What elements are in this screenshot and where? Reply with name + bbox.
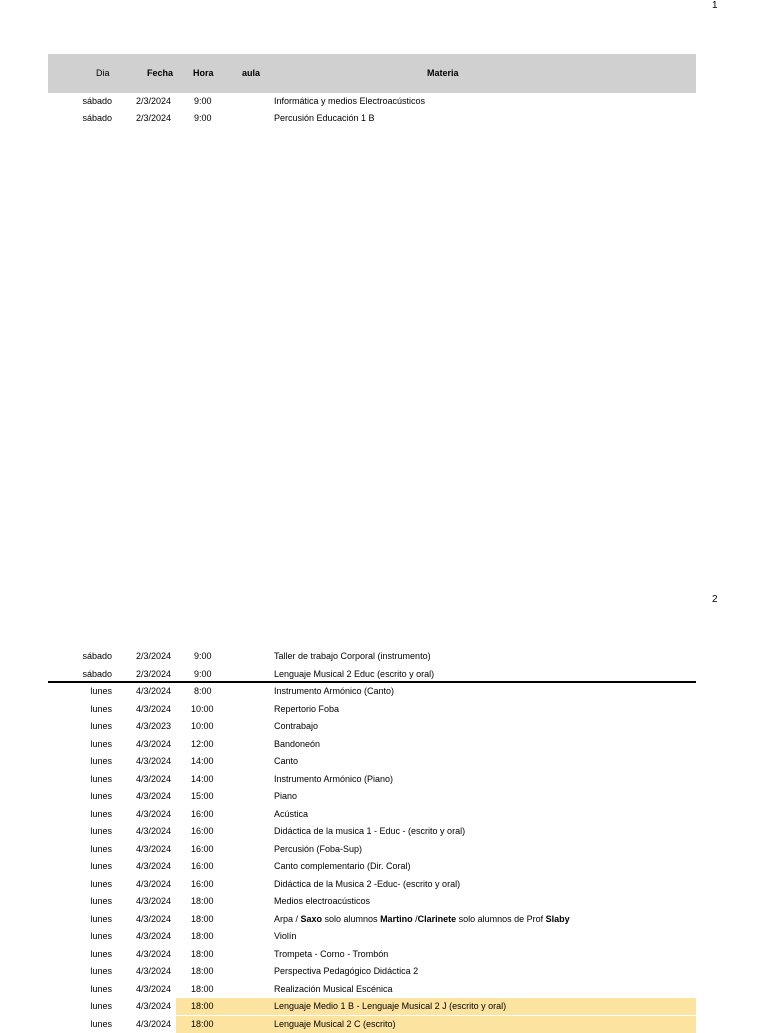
cell-dia: lunes <box>90 738 112 749</box>
cell-dia: sábado <box>82 651 112 661</box>
table-row <box>0 946 768 963</box>
table-row <box>0 806 768 823</box>
table-row <box>0 981 768 998</box>
cell-dia: lunes <box>90 1001 112 1011</box>
cell-materia: Percusión Educación 1 B <box>274 113 375 123</box>
cell-dia: lunes <box>90 826 112 836</box>
cell-materia: Didáctica de la Musica 2 -Educ- (escrito y oral) <box>274 878 461 889</box>
table-row <box>0 841 768 858</box>
header-hora: Hora <box>193 68 214 78</box>
cell-hora: 18:00 <box>191 1018 214 1029</box>
table-row <box>0 858 768 875</box>
cell-materia: Trompeta - Corno - Trombón <box>274 948 389 959</box>
cell-fecha: 4/3/2024 <box>136 948 172 959</box>
cell-materia: Lenguaje Musical 2 C (escrito) <box>274 1018 396 1029</box>
table-row <box>0 666 768 683</box>
cell-hora: 18:00 <box>191 931 214 941</box>
cell-hora: 10:00 <box>191 703 214 714</box>
header-dia: Dia <box>96 68 110 78</box>
cell-dia: lunes <box>90 1018 112 1029</box>
cell-hora: 12:00 <box>191 738 214 749</box>
cell-fecha: 4/3/2024 <box>136 913 172 924</box>
cell-fecha: 4/3/2024 <box>136 791 172 801</box>
cell-materia: Canto <box>274 756 299 766</box>
materia-fragment: solo alumnos <box>322 913 381 924</box>
table-row <box>0 110 768 127</box>
cell-materia: Instrumento Armónico (Canto) <box>274 686 395 696</box>
cell-hora: 18:00 <box>191 948 214 959</box>
cell-materia: Medios electroacústicos <box>274 896 371 906</box>
cell-materia: Violín <box>274 931 297 941</box>
cell-materia: Canto complementario (Dir. Coral) <box>274 861 411 871</box>
cell-hora: 16:00 <box>191 808 214 819</box>
cell-hora: 18:00 <box>191 966 214 976</box>
table-row <box>0 648 768 665</box>
table-row <box>0 1016 768 1033</box>
cell-fecha: 2/3/2024 <box>136 113 172 123</box>
cell-materia <box>274 914 570 924</box>
cell-fecha: 4/3/2024 <box>136 1018 172 1029</box>
materia-fragment: Clarinete <box>417 913 457 924</box>
cell-materia: Perspectiva Pedagógico Didáctica 2 <box>274 966 419 976</box>
cell-fecha: 4/3/2024 <box>136 966 172 976</box>
table-header-band <box>48 54 696 93</box>
cell-materia: Didáctica de la musica 1 - Educ - (escrito y oral) <box>274 826 466 836</box>
cell-dia: sábado <box>82 113 112 123</box>
cell-dia: lunes <box>90 983 112 994</box>
materia-fragment: / <box>412 913 418 924</box>
cell-dia: lunes <box>90 966 112 976</box>
cell-fecha: 4/3/2024 <box>136 861 172 871</box>
cell-dia: sábado <box>82 96 112 106</box>
cell-fecha: 4/3/2024 <box>136 826 172 836</box>
cell-dia: lunes <box>90 861 112 871</box>
page-number-2: 2 <box>712 594 718 605</box>
cell-hora: 18:00 <box>191 1001 214 1011</box>
materia-fragment: Saxo <box>300 913 323 924</box>
table-row <box>0 753 768 770</box>
cell-hora: 10:00 <box>191 721 214 731</box>
materia-fragment: Slaby <box>545 913 570 924</box>
cell-fecha: 2/3/2024 <box>136 96 172 106</box>
table-row <box>0 963 768 980</box>
cell-dia: lunes <box>90 878 112 889</box>
cell-materia: Informática y medios Electroacústicos <box>274 96 426 106</box>
cell-materia: Percusión (Foba-Sup) <box>274 843 363 854</box>
cell-fecha: 4/3/2024 <box>136 808 172 819</box>
cell-fecha: 4/3/2024 <box>136 738 172 749</box>
cell-materia: Lenguaje Medio 1 B - Lenguaje Musical 2 J (escrito y oral) <box>274 1001 507 1011</box>
cell-materia: Lenguaje Musical 2 Educ (escrito y oral) <box>274 668 435 679</box>
cell-fecha: 2/3/2024 <box>136 651 172 661</box>
table-row <box>0 701 768 718</box>
header-materia: Materia <box>427 68 459 78</box>
header-fecha: Fecha <box>147 68 174 78</box>
cell-dia: lunes <box>90 791 112 801</box>
cell-dia: lunes <box>90 703 112 714</box>
cell-dia: lunes <box>90 808 112 819</box>
table-row <box>0 93 768 110</box>
cell-dia: lunes <box>90 686 112 696</box>
cell-materia: Bandoneón <box>274 738 321 749</box>
cell-materia: Instrumento Armónico (Piano) <box>274 773 394 784</box>
cell-hora: 16:00 <box>191 826 214 836</box>
cell-materia: Realización Musical Escénica <box>274 983 393 994</box>
cell-dia: lunes <box>90 721 112 731</box>
cell-hora: 16:00 <box>191 843 214 854</box>
cell-materia: Taller de trabajo Corporal (instrumento) <box>274 651 431 661</box>
cell-hora: 18:00 <box>191 896 214 906</box>
table-row <box>0 736 768 753</box>
cell-fecha: 4/3/2024 <box>136 703 172 714</box>
cell-fecha: 4/3/2024 <box>136 686 172 696</box>
cell-fecha: 2/3/2024 <box>136 668 172 679</box>
cell-hora: 14:00 <box>191 756 214 766</box>
table-row <box>0 683 768 700</box>
table-row <box>0 911 768 928</box>
cell-hora: 9:00 <box>194 668 212 679</box>
materia-fragment: Martino <box>380 913 413 924</box>
page-number-1: 1 <box>712 0 718 11</box>
table-row <box>0 928 768 945</box>
cell-hora: 16:00 <box>191 878 214 889</box>
cell-materia: Repertorio Foba <box>274 703 340 714</box>
cell-dia: lunes <box>90 773 112 784</box>
cell-hora: 18:00 <box>191 913 214 924</box>
cell-hora: 8:00 <box>194 686 212 696</box>
cell-fecha: 4/3/2024 <box>136 756 172 766</box>
cell-hora: 9:00 <box>194 651 212 661</box>
cell-fecha: 4/3/2023 <box>136 721 172 731</box>
table-row <box>0 823 768 840</box>
table-row <box>0 893 768 910</box>
cell-hora: 9:00 <box>194 113 212 123</box>
cell-materia: Piano <box>274 791 298 801</box>
cell-fecha: 4/3/2024 <box>136 896 172 906</box>
materia-fragment: Arpa / <box>274 913 301 924</box>
cell-fecha: 4/3/2024 <box>136 878 172 889</box>
cell-dia: sábado <box>82 668 112 679</box>
cell-materia: Acústica <box>274 808 309 819</box>
cell-materia: Contrabajo <box>274 721 319 731</box>
table-row <box>0 718 768 735</box>
cell-hora: 18:00 <box>191 983 214 994</box>
cell-hora: 14:00 <box>191 773 214 784</box>
cell-dia: lunes <box>90 843 112 854</box>
table-row <box>0 788 768 805</box>
cell-hora: 15:00 <box>191 791 214 801</box>
cell-fecha: 4/3/2024 <box>136 843 172 854</box>
materia-fragment: solo alumnos de Prof <box>456 913 546 924</box>
table-row <box>0 998 768 1015</box>
cell-hora: 16:00 <box>191 861 214 871</box>
cell-dia: lunes <box>90 896 112 906</box>
cell-dia: lunes <box>90 931 112 941</box>
cell-dia: lunes <box>90 948 112 959</box>
cell-hora: 9:00 <box>194 96 212 106</box>
header-aula: aula <box>242 68 261 78</box>
table-row <box>0 876 768 893</box>
table-row <box>0 771 768 788</box>
cell-dia: lunes <box>90 756 112 766</box>
cell-fecha: 4/3/2024 <box>136 931 172 941</box>
row-highlight <box>176 1016 696 1033</box>
cell-fecha: 4/3/2024 <box>136 1001 172 1011</box>
cell-fecha: 4/3/2024 <box>136 983 172 994</box>
cell-dia: lunes <box>90 913 112 924</box>
cell-fecha: 4/3/2024 <box>136 773 172 784</box>
